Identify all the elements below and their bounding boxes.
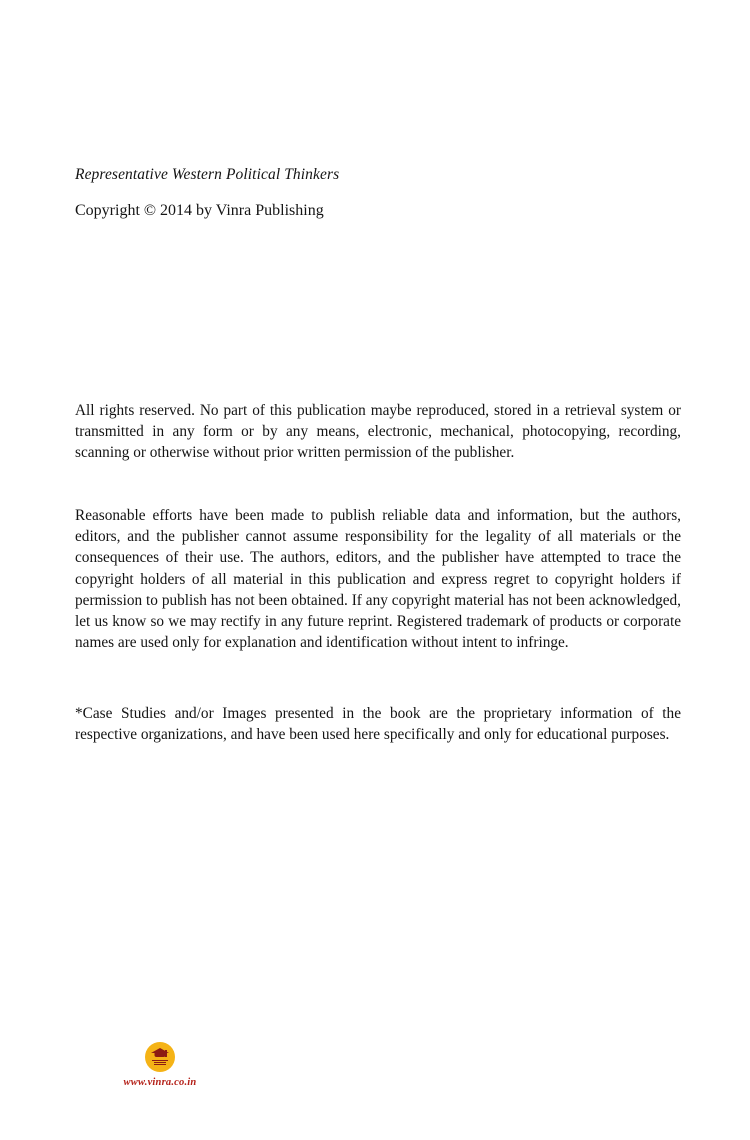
paragraph-disclaimer	[75, 505, 681, 653]
publisher-website[interactable]: www.vinra.co.in	[123, 1077, 197, 1088]
paragraph-text: *Case Studies and/or Images presented in the book are the proprietary information of the respective organizations, and have been used here specifically and only for educational purposes.	[75, 705, 681, 744]
graduation-cap-icon	[145, 1042, 175, 1072]
paragraph-case-studies	[75, 703, 681, 745]
paragraph-text: Reasonable efforts have been made to publish reliable data and information, but the authors, editors, and the publisher cannot assume responsibility for the legality of all materials or the consequences of their use. The authors, editors, and the publisher have attempted to trace the copyright holders of all material in this publication and express regret to copyright holders if permission to publish has not been obtained. If any copyright material has not been acknowledged, let us know so we may rectify in any future reprint. Registered trademark of products or corporate names are used only for explanation and identification without intent to infringe.	[75, 507, 681, 652]
publisher-footer	[120, 1042, 200, 1088]
book-base	[152, 1060, 168, 1067]
copyright-notice: Copyright © 2014 by Vinra Publishing	[75, 202, 324, 219]
book-title: Representative Western Political Thinkers	[75, 166, 340, 183]
cap-base	[155, 1053, 166, 1057]
paragraph-rights-reserved	[75, 400, 681, 464]
paragraph-text: All rights reserved. No part of this publication maybe reproduced, stored in a retrieval system or transmitted in any form or by any means, electronic, mechanical, photocopying, recording, scanning or otherwise without prior written permission of the publisher.	[75, 402, 681, 462]
cap-tassel	[165, 1050, 167, 1057]
